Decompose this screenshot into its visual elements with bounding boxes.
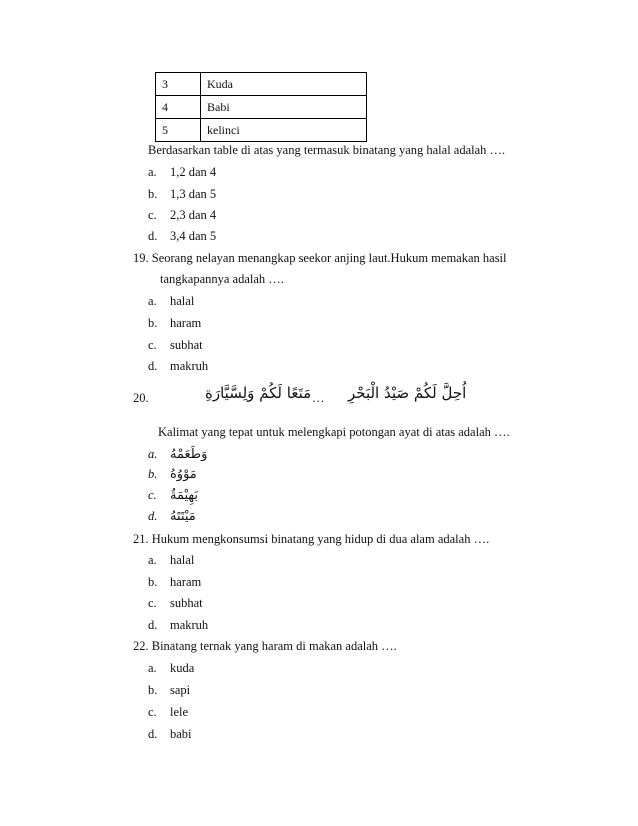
option-label: b.	[148, 187, 158, 201]
option-label: d.	[148, 618, 158, 632]
option-label: d.	[148, 727, 158, 741]
q20-option-d	[148, 509, 196, 524]
option-text: subhat	[170, 596, 203, 610]
option-text: 3,4 dan 5	[170, 229, 217, 243]
option-label: b.	[148, 316, 158, 330]
q22-option-d	[148, 727, 192, 742]
q20-option-c	[148, 488, 198, 503]
option-text: makruh	[170, 618, 209, 632]
q19-option-d	[148, 359, 208, 374]
table-cell-animal: Babi	[201, 96, 367, 119]
q19-option-a	[148, 294, 194, 309]
option-label: d.	[148, 229, 158, 243]
question-18-text: Berdasarkan table di atas yang termasuk binatang yang halal adalah ….	[148, 143, 506, 157]
q21-option-b	[148, 575, 201, 590]
q18-option-d	[148, 229, 216, 244]
animal-table	[155, 72, 367, 142]
q21-option-a	[148, 553, 194, 568]
option-text: subhat	[170, 338, 203, 352]
q20-option-b	[148, 467, 197, 482]
option-label: c.	[148, 488, 157, 502]
q19-option-b	[148, 316, 201, 331]
option-text: makruh	[170, 359, 209, 373]
q18-option-b	[148, 187, 216, 202]
option-text: halal	[170, 294, 195, 308]
q18-option-a	[148, 165, 216, 180]
option-label: c.	[148, 338, 157, 352]
option-label: b.	[148, 575, 158, 589]
option-text: بَهِيْمَةٌ	[170, 488, 199, 503]
table-cell-number: 3	[156, 73, 201, 96]
option-label: c.	[148, 705, 157, 719]
option-text: 2,3 dan 4	[170, 208, 217, 222]
option-label: d.	[148, 359, 158, 373]
q21-option-d	[148, 618, 208, 633]
question-20-number: 20.	[133, 391, 149, 405]
option-label: a.	[148, 553, 157, 567]
option-text: 1,2 dan 4	[170, 165, 217, 179]
q21-option-c	[148, 596, 203, 611]
q19-option-c	[148, 338, 203, 353]
option-text: haram	[170, 575, 202, 589]
option-label: a.	[148, 447, 158, 461]
table-row	[156, 96, 367, 119]
table-cell-number: 4	[156, 96, 201, 119]
q22-option-c	[148, 705, 188, 720]
table-row	[156, 119, 367, 142]
option-label: d.	[148, 509, 158, 523]
q22-option-a	[148, 661, 194, 676]
question-19-line1: 19. Seorang nelayan menangkap seekor anjing laut.Hukum memakan hasil	[133, 251, 507, 265]
option-text: babi	[170, 727, 192, 741]
q20-arabic-left: مَتَعًا لَكُمْ وَلِسَّيَّارَةِ	[205, 384, 312, 402]
option-text: مَيْتَتَهُ	[170, 509, 196, 524]
question-19-line2: tangkapannya adalah ….	[160, 272, 284, 286]
option-label: b.	[148, 683, 158, 697]
option-text: kuda	[170, 661, 195, 675]
q22-option-b	[148, 683, 190, 698]
q20-option-a	[148, 447, 207, 462]
option-text: lele	[170, 705, 189, 719]
option-text: sapi	[170, 683, 191, 697]
table-row	[156, 73, 367, 96]
option-label: a.	[148, 661, 157, 675]
q20-dots: …	[312, 391, 325, 405]
option-label: c.	[148, 208, 157, 222]
option-text: halal	[170, 553, 195, 567]
option-text: مَوْوُهُ	[170, 467, 197, 482]
table-cell-number: 5	[156, 119, 201, 142]
question-21-text: 21. Hukum mengkonsumsi binatang yang hidup di dua alam adalah ….	[133, 532, 490, 546]
q18-option-c	[148, 208, 216, 223]
option-text: haram	[170, 316, 202, 330]
option-label: c.	[148, 596, 157, 610]
question-20-text: Kalimat yang tepat untuk melengkapi potongan ayat di atas adalah ….	[158, 425, 510, 439]
option-label: a.	[148, 294, 157, 308]
option-label: b.	[148, 467, 158, 481]
question-22-text: 22. Binatang ternak yang haram di makan adalah ….	[133, 639, 397, 653]
option-text: وَطَعَمْهُ	[170, 447, 208, 462]
option-label: a.	[148, 165, 157, 179]
option-text: 1,3 dan 5	[170, 187, 217, 201]
table-cell-animal: Kuda	[201, 73, 367, 96]
table-cell-animal: kelinci	[201, 119, 367, 142]
q20-arabic-right: اُحِلَّ لَكُمْ صَيْدُ الْبَحْرِ	[348, 384, 467, 402]
